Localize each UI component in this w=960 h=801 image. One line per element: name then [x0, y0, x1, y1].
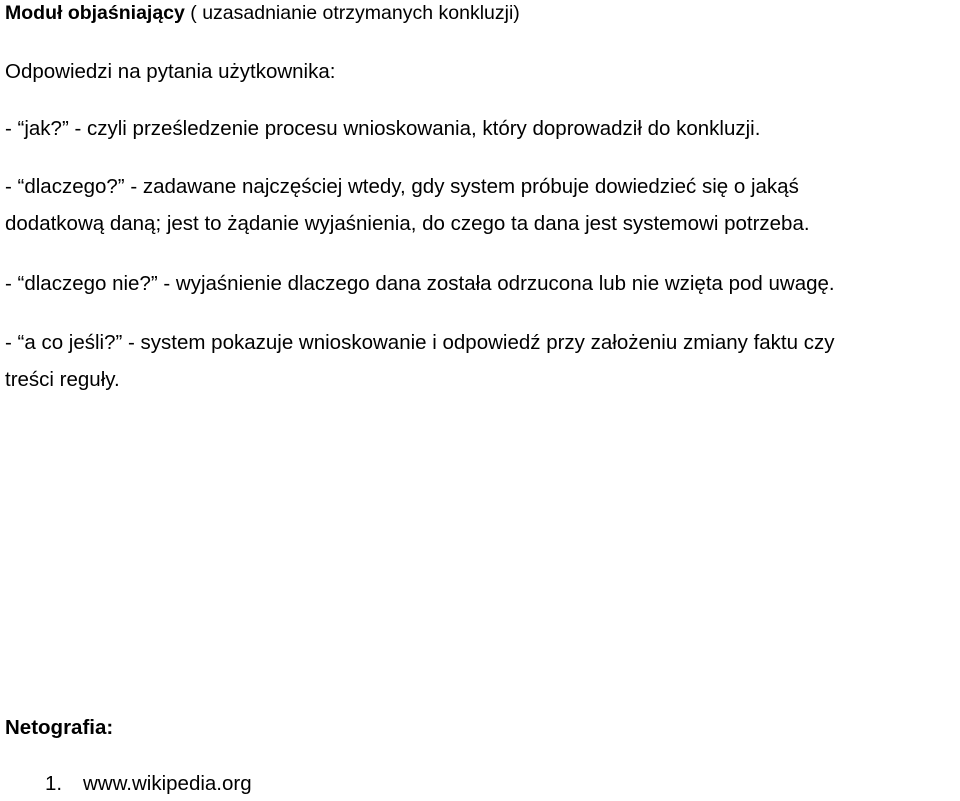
- question-why-line-1: - “dlaczego?” - zadawane najczęściej wtedy, gdy system próbuje dowiedzieć się o jakąś: [5, 175, 799, 198]
- netografia-item-number: 1.: [45, 772, 63, 795]
- netografia-item: [45, 772, 252, 796]
- question-what-if-line-2: treści reguły.: [5, 368, 120, 391]
- question-why-not: - “dlaczego nie?” - wyjaśnienie dlaczego dana została odrzucona lub nie wzięta pod uwagę.: [5, 272, 835, 295]
- netografia-heading: Netografia:: [5, 716, 114, 739]
- netografia-list: [45, 772, 252, 796]
- section-title: [5, 1, 520, 25]
- question-how: - “jak?” - czyli prześledzenie procesu wnioskowania, który doprowadził do konkluzji.: [5, 117, 761, 140]
- section-title-bold: Moduł objaśniający: [5, 2, 185, 24]
- section-title-note: ( uzasadnianie otrzymanych konkluzji): [184, 2, 520, 24]
- netografia-item-link[interactable]: www.wikipedia.org: [83, 772, 252, 795]
- intro-text: Odpowiedzi na pytania użytkownika:: [5, 60, 336, 83]
- question-what-if-line-1: - “a co jeśli?” - system pokazuje wnioskowanie i odpowiedź przy założeniu zmiany faktu czy: [5, 331, 835, 354]
- question-why-line-2: dodatkową daną; jest to żądanie wyjaśnienia, do czego ta dana jest systemowi potrzeba.: [5, 212, 810, 235]
